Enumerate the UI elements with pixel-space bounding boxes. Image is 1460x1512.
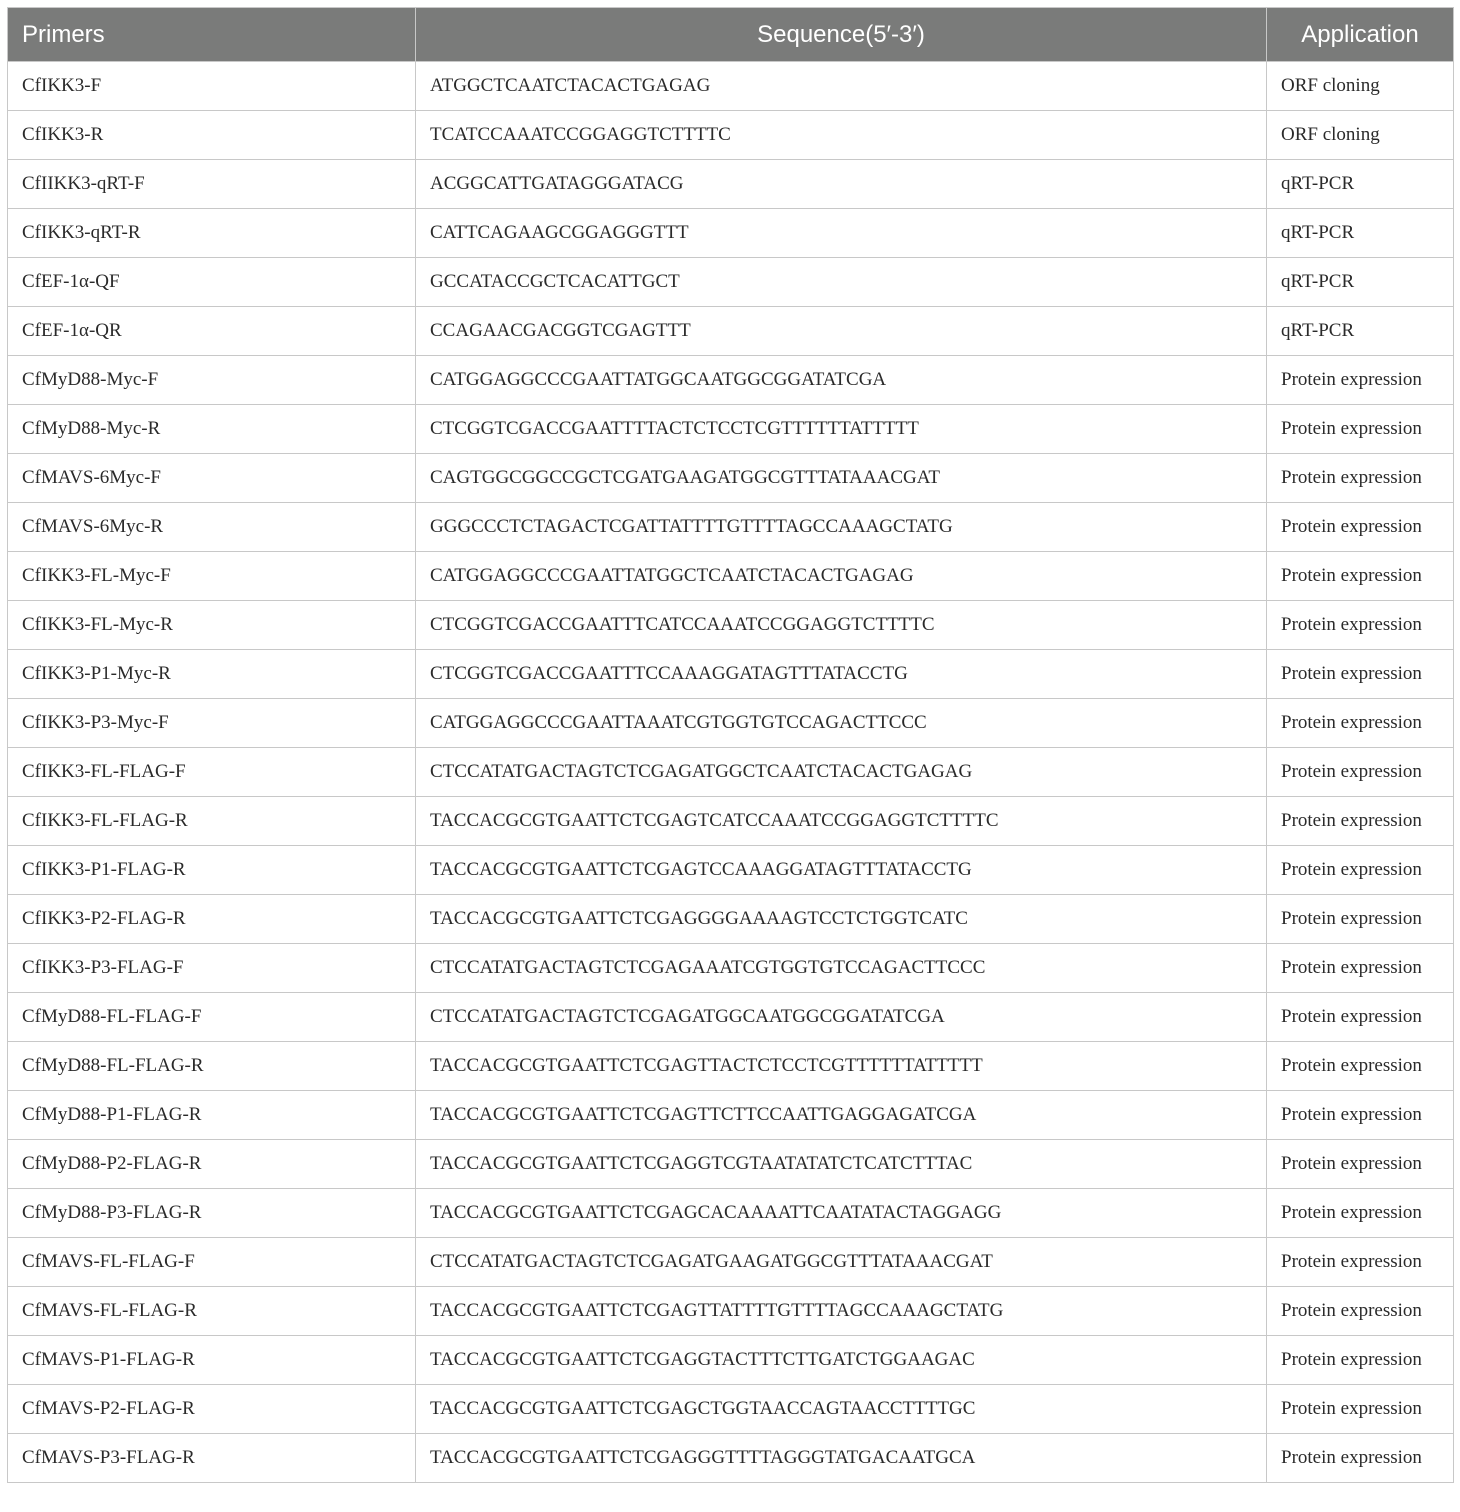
table-row xyxy=(8,62,1454,111)
application-cell: Protein expression xyxy=(1267,993,1454,1042)
primer-name-cell: CfMyD88-FL-FLAG-R xyxy=(8,1042,416,1091)
primer-name-cell: CfMAVS-P2-FLAG-R xyxy=(8,1385,416,1434)
primer-table xyxy=(7,7,1454,1483)
application-cell: Protein expression xyxy=(1267,944,1454,993)
application-cell: qRT-PCR xyxy=(1267,307,1454,356)
sequence-cell: CTCCATATGACTAGTCTCGAGAAATCGTGGTGTCCAGACTTCCC xyxy=(416,944,1267,993)
sequence-cell: CTCGGTCGACCGAATTTTACTCTCCTCGTTTTTTATTTTT xyxy=(416,405,1267,454)
table-row xyxy=(8,1336,1454,1385)
primer-name-cell: CfIIKK3-qRT-F xyxy=(8,160,416,209)
primer-name-cell: CfMyD88-P2-FLAG-R xyxy=(8,1140,416,1189)
application-cell: Protein expression xyxy=(1267,1042,1454,1091)
primer-name-cell: CfIKK3-P1-FLAG-R xyxy=(8,846,416,895)
primer-name-cell: CfMAVS-6Myc-R xyxy=(8,503,416,552)
sequence-cell: ATGGCTCAATCTACACTGAGAG xyxy=(416,62,1267,111)
sequence-cell: TACCACGCGTGAATTCTCGAGTCCAAAGGATAGTTTATACCTG xyxy=(416,846,1267,895)
sequence-cell: TACCACGCGTGAATTCTCGAGCTGGTAACCAGTAACCTTTTGC xyxy=(416,1385,1267,1434)
application-cell: qRT-PCR xyxy=(1267,160,1454,209)
application-cell: qRT-PCR xyxy=(1267,209,1454,258)
application-cell: Protein expression xyxy=(1267,1385,1454,1434)
table-row xyxy=(8,797,1454,846)
sequence-cell: CTCGGTCGACCGAATTTCATCCAAATCCGGAGGTCTTTTC xyxy=(416,601,1267,650)
primer-name-cell: CfMAVS-FL-FLAG-R xyxy=(8,1287,416,1336)
sequence-cell: TACCACGCGTGAATTCTCGAGGTCGTAATATATCTCATCTTTAC xyxy=(416,1140,1267,1189)
primer-name-cell: CfIKK3-FL-Myc-R xyxy=(8,601,416,650)
sequence-cell: CTCCATATGACTAGTCTCGAGATGGCAATGGCGGATATCGA xyxy=(416,993,1267,1042)
sequence-cell: CCAGAACGACGGTCGAGTTT xyxy=(416,307,1267,356)
table-row xyxy=(8,405,1454,454)
table-row xyxy=(8,944,1454,993)
primer-name-cell: CfMyD88-FL-FLAG-F xyxy=(8,993,416,1042)
header-primers: Primers xyxy=(8,8,416,62)
table-row xyxy=(8,111,1454,160)
primer-name-cell: CfIKK3-F xyxy=(8,62,416,111)
table-row xyxy=(8,846,1454,895)
sequence-cell: CTCCATATGACTAGTCTCGAGATGGCTCAATCTACACTGAGAG xyxy=(416,748,1267,797)
header-application: Application xyxy=(1267,8,1454,62)
sequence-cell: TACCACGCGTGAATTCTCGAGCACAAAATTCAATATACTAGGAGG xyxy=(416,1189,1267,1238)
application-cell: Protein expression xyxy=(1267,601,1454,650)
sequence-cell: GGGCCCTCTAGACTCGATTATTTTGTTTTAGCCAAAGCTATG xyxy=(416,503,1267,552)
application-cell: Protein expression xyxy=(1267,1091,1454,1140)
table-row xyxy=(8,895,1454,944)
primer-name-cell: CfMyD88-P3-FLAG-R xyxy=(8,1189,416,1238)
table-row xyxy=(8,1140,1454,1189)
primer-name-cell: CfIKK3-P2-FLAG-R xyxy=(8,895,416,944)
primer-name-cell: CfMAVS-6Myc-F xyxy=(8,454,416,503)
application-cell: Protein expression xyxy=(1267,650,1454,699)
sequence-cell: GCCATACCGCTCACATTGCT xyxy=(416,258,1267,307)
primer-name-cell: CfIKK3-FL-FLAG-R xyxy=(8,797,416,846)
application-cell: Protein expression xyxy=(1267,1189,1454,1238)
table-body xyxy=(8,62,1454,1483)
sequence-cell: CAGTGGCGGCCGCTCGATGAAGATGGCGTTTATAAACGAT xyxy=(416,454,1267,503)
table-row xyxy=(8,699,1454,748)
primer-table-container xyxy=(7,7,1453,1483)
table-row xyxy=(8,650,1454,699)
table-row xyxy=(8,356,1454,405)
application-cell: Protein expression xyxy=(1267,1140,1454,1189)
table-row xyxy=(8,503,1454,552)
primer-name-cell: CfIKK3-P1-Myc-R xyxy=(8,650,416,699)
table-header xyxy=(8,8,1454,62)
sequence-cell: TACCACGCGTGAATTCTCGAGTTATTTTGTTTTAGCCAAAGCTATG xyxy=(416,1287,1267,1336)
application-cell: Protein expression xyxy=(1267,748,1454,797)
application-cell: Protein expression xyxy=(1267,454,1454,503)
sequence-cell: CATGGAGGCCCGAATTAAATCGTGGTGTCCAGACTTCCC xyxy=(416,699,1267,748)
table-row xyxy=(8,993,1454,1042)
application-cell: Protein expression xyxy=(1267,356,1454,405)
sequence-cell: TACCACGCGTGAATTCTCGAGTTACTCTCCTCGTTTTTTATTTTT xyxy=(416,1042,1267,1091)
application-cell: Protein expression xyxy=(1267,552,1454,601)
table-row xyxy=(8,160,1454,209)
table-row xyxy=(8,1042,1454,1091)
application-cell: qRT-PCR xyxy=(1267,258,1454,307)
sequence-cell: TACCACGCGTGAATTCTCGAGTCATCCAAATCCGGAGGTCTTTTC xyxy=(416,797,1267,846)
application-cell: Protein expression xyxy=(1267,1238,1454,1287)
table-row xyxy=(8,1385,1454,1434)
application-cell: ORF cloning xyxy=(1267,62,1454,111)
primer-name-cell: CfMyD88-P1-FLAG-R xyxy=(8,1091,416,1140)
application-cell: Protein expression xyxy=(1267,846,1454,895)
primer-name-cell: CfIKK3-P3-Myc-F xyxy=(8,699,416,748)
primer-name-cell: CfIKK3-P3-FLAG-F xyxy=(8,944,416,993)
application-cell: Protein expression xyxy=(1267,1336,1454,1385)
sequence-cell: ACGGCATTGATAGGGATACG xyxy=(416,160,1267,209)
sequence-cell: TACCACGCGTGAATTCTCGAGGTACTTTCTTGATCTGGAAGAC xyxy=(416,1336,1267,1385)
sequence-cell: TACCACGCGTGAATTCTCGAGGGTTTTAGGGTATGACAATGCA xyxy=(416,1434,1267,1483)
sequence-cell: CTCCATATGACTAGTCTCGAGATGAAGATGGCGTTTATAAACGAT xyxy=(416,1238,1267,1287)
application-cell: Protein expression xyxy=(1267,503,1454,552)
table-row xyxy=(8,209,1454,258)
table-row xyxy=(8,1434,1454,1483)
sequence-cell: TACCACGCGTGAATTCTCGAGGGGAAAAGTCCTCTGGTCATC xyxy=(416,895,1267,944)
sequence-cell: TACCACGCGTGAATTCTCGAGTTCTTCCAATTGAGGAGATCGA xyxy=(416,1091,1267,1140)
primer-name-cell: CfIKK3-qRT-R xyxy=(8,209,416,258)
application-cell: Protein expression xyxy=(1267,797,1454,846)
primer-name-cell: CfEF-1α-QF xyxy=(8,258,416,307)
primer-name-cell: CfMyD88-Myc-R xyxy=(8,405,416,454)
sequence-cell: TCATCCAAATCCGGAGGTCTTTTC xyxy=(416,111,1267,160)
application-cell: Protein expression xyxy=(1267,1434,1454,1483)
sequence-cell: CATTCAGAAGCGGAGGGTTT xyxy=(416,209,1267,258)
primer-name-cell: CfIKK3-FL-FLAG-F xyxy=(8,748,416,797)
header-sequence: Sequence(5′-3′) xyxy=(416,8,1267,62)
application-cell: Protein expression xyxy=(1267,699,1454,748)
sequence-cell: CATGGAGGCCCGAATTATGGCTCAATCTACACTGAGAG xyxy=(416,552,1267,601)
primer-name-cell: CfEF-1α-QR xyxy=(8,307,416,356)
table-row xyxy=(8,307,1454,356)
table-row xyxy=(8,1091,1454,1140)
table-row xyxy=(8,1189,1454,1238)
sequence-cell: CATGGAGGCCCGAATTATGGCAATGGCGGATATCGA xyxy=(416,356,1267,405)
application-cell: Protein expression xyxy=(1267,895,1454,944)
table-row xyxy=(8,1238,1454,1287)
table-row xyxy=(8,748,1454,797)
primer-name-cell: CfIKK3-FL-Myc-F xyxy=(8,552,416,601)
primer-name-cell: CfMAVS-P1-FLAG-R xyxy=(8,1336,416,1385)
table-row xyxy=(8,258,1454,307)
table-row xyxy=(8,552,1454,601)
primer-name-cell: CfMAVS-FL-FLAG-F xyxy=(8,1238,416,1287)
primer-name-cell: CfMAVS-P3-FLAG-R xyxy=(8,1434,416,1483)
primer-name-cell: CfIKK3-R xyxy=(8,111,416,160)
sequence-cell: CTCGGTCGACCGAATTTCCAAAGGATAGTTTATACCTG xyxy=(416,650,1267,699)
header-row xyxy=(8,8,1454,62)
table-row xyxy=(8,454,1454,503)
primer-name-cell: CfMyD88-Myc-F xyxy=(8,356,416,405)
application-cell: ORF cloning xyxy=(1267,111,1454,160)
table-row xyxy=(8,601,1454,650)
application-cell: Protein expression xyxy=(1267,405,1454,454)
application-cell: Protein expression xyxy=(1267,1287,1454,1336)
table-row xyxy=(8,1287,1454,1336)
